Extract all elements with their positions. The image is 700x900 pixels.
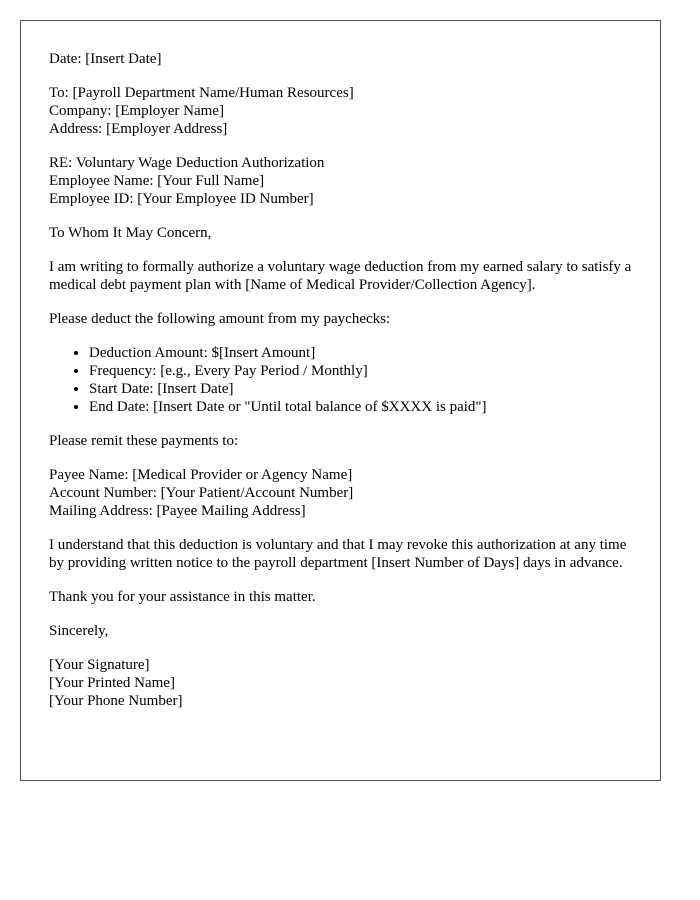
letter-page (20, 20, 661, 781)
employee-name: Employee Name: [Your Full Name] (49, 173, 265, 189)
phone-line: [Your Phone Number] (49, 693, 183, 709)
deduction-list (49, 344, 632, 416)
deduct-intro: Please deduct the following amount from my paychecks: (49, 311, 391, 327)
recipient-to: To: [Payroll Department Name/Human Resources] (49, 85, 354, 101)
revoke-paragraph: I understand that this deduction is voluntary and that I may revoke this authorization at any time by providing written notice to the payroll department [Insert Number of Days] days in advance. (49, 537, 627, 571)
deduction-amount-item: • Deduction Amount: $[Insert Amount] (89, 344, 632, 362)
remit-intro: Please remit these payments to: (49, 433, 239, 449)
payee-block (49, 466, 632, 520)
date-line: Date: [Insert Date] (49, 51, 162, 67)
payee-account: Account Number: [Your Patient/Account Number] (49, 485, 354, 501)
signature-block (49, 656, 632, 710)
frequency-item: • Frequency: [e.g., Every Pay Period / Monthly] (89, 362, 632, 380)
closing-line: Sincerely, (49, 623, 109, 639)
intro-paragraph: I am writing to formally authorize a voluntary wage deduction from my earned salary to satisfy a medical debt payment plan with [Name of Medical Provider/Collection Agency]. (49, 259, 632, 293)
salutation: To Whom It May Concern, (49, 225, 212, 241)
payee-name: Payee Name: [Medical Provider or Agency Name] (49, 467, 353, 483)
payee-mailing: Mailing Address: [Payee Mailing Address] (49, 503, 306, 519)
printed-name-line: [Your Printed Name] (49, 675, 175, 691)
recipient-block (49, 84, 632, 138)
subject-re: RE: Voluntary Wage Deduction Authorization (49, 155, 325, 171)
subject-block (49, 154, 632, 208)
thanks-line: Thank you for your assistance in this matter. (49, 589, 316, 605)
end-date-item: • End Date: [Insert Date or "Until total balance of $XXXX is paid"] (89, 398, 632, 416)
employee-id: Employee ID: [Your Employee ID Number] (49, 191, 314, 207)
start-date-item: • Start Date: [Insert Date] (89, 380, 632, 398)
signature-line: [Your Signature] (49, 657, 150, 673)
recipient-company: Company: [Employer Name] (49, 103, 224, 119)
recipient-address: Address: [Employer Address] (49, 121, 228, 137)
